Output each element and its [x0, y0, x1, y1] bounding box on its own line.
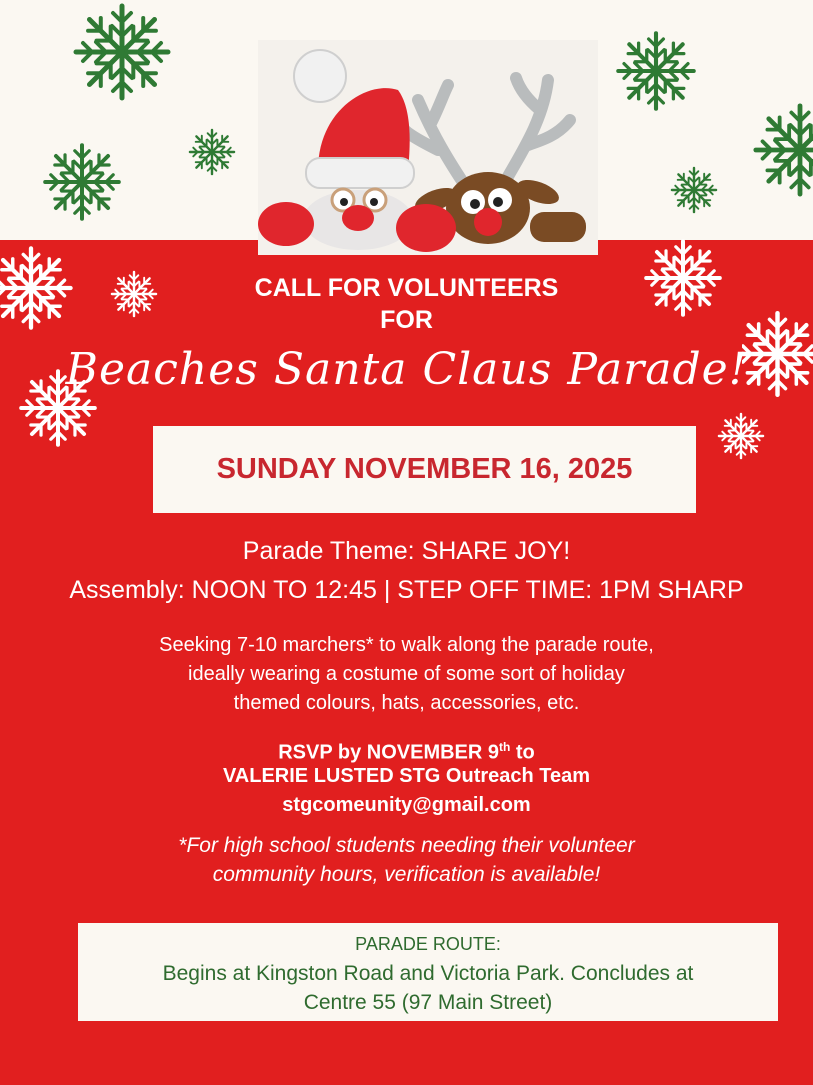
assembly-time: Assembly: NOON TO 12:45 | STEP OFF TIME: 1PM SHARP: [69, 576, 744, 604]
route-line-1: Begins at Kingston Road and Victoria Park. Concludes at: [162, 962, 694, 985]
snowflake-icon: [752, 102, 813, 198]
date-box: [153, 426, 696, 513]
call-for-volunteers-heading: CALL FOR VOLUNTEERS: [254, 274, 559, 302]
parade-title-script: Beaches Santa Claus Parade!: [65, 344, 748, 395]
rsvp-email[interactable]: stgcomeunity@gmail.com: [282, 794, 531, 816]
snowflake-icon: [615, 30, 697, 112]
note-line-1: *For high school students needing their volunteer: [178, 834, 635, 857]
rsvp-contact: VALERIE LUSTED STG Outreach Team: [222, 765, 591, 787]
seeking-line-2: ideally wearing a costume of some sort of holiday: [188, 663, 625, 685]
parade-date: SUNDAY NOVEMBER 16, 2025: [216, 453, 633, 485]
santa-reindeer-illustration: [258, 40, 598, 255]
snowflake-icon: [188, 128, 236, 176]
seeking-line-3: themed colours, hats, accessories, etc.: [233, 692, 580, 714]
snowflake-icon: [42, 142, 122, 222]
route-line-2: Centre 55 (97 Main Street): [303, 991, 553, 1014]
rsvp-sup: th: [499, 740, 511, 754]
rsvp-prefix: RSVP by NOVEMBER 9: [278, 741, 500, 764]
snowflake-icon: [670, 166, 718, 214]
parade-theme: Parade Theme: SHARE JOY!: [242, 537, 571, 565]
snowflake-icon: [717, 412, 765, 460]
route-label: PARADE ROUTE:: [355, 934, 501, 954]
for-heading: FOR: [380, 306, 433, 334]
seeking-line-1: Seeking 7-10 marchers* to walk along the parade route,: [159, 634, 654, 656]
rsvp-suffix: to: [510, 741, 535, 764]
parade-route-box: [78, 923, 778, 1021]
snowflake-icon: [72, 2, 172, 102]
note-line-2: community hours, verification is available!: [212, 863, 601, 886]
